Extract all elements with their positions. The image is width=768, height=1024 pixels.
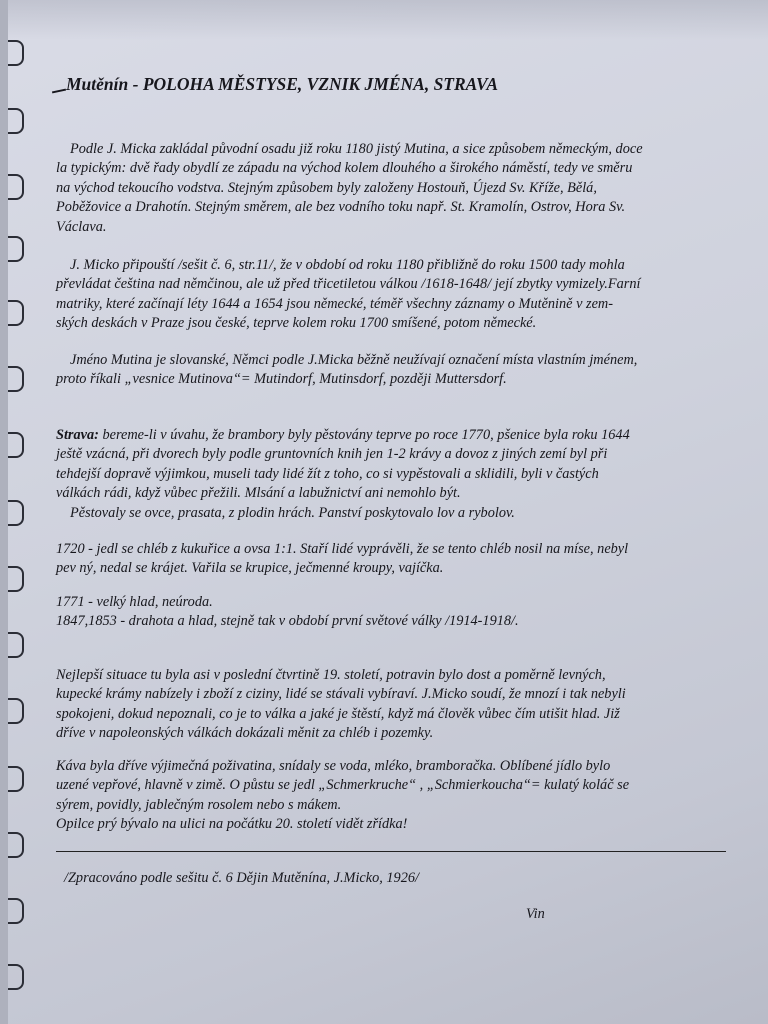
text-line: uzené vepřové, hlavně v zimě. O půstu se jedl „Schmerkruche“ , „Schmierkoucha“= kulatý koláč se — [56, 777, 630, 794]
author-signature: Vin — [526, 906, 545, 922]
paragraph-name-origin — [56, 351, 736, 390]
binding-ring — [8, 632, 24, 658]
text-line: la typickým: dvě řady obydlí ze západu na východ kolem dlouhého a širokého náměstí, tedy ve směru — [56, 160, 633, 177]
divider-line — [56, 851, 726, 852]
binding-ring — [8, 432, 24, 458]
text-line — [56, 426, 736, 445]
page-shadow — [8, 0, 768, 40]
text-line: 1720 - jedl se chléb z kukuřice a ovsa 1:1. Staří lidé vyprávěli, že se tento chléb nosil na míse, nebyl — [56, 541, 629, 557]
binding-ring — [8, 566, 24, 592]
paragraph-coffee — [56, 757, 736, 835]
paragraph-food — [56, 426, 736, 523]
document-page — [8, 0, 768, 1024]
text-line: tehdejší dopravě výjimkou, museli tady lidé žít z toho, co si vypěstovali a sklidili, byli v častých — [56, 465, 599, 482]
section-label-strava: Strava: — [56, 427, 99, 443]
text-line: převládat čeština nad němčinou, ale už před třicetiletou válkou /1618-1648/ její zbytky vymizely.Farní — [56, 276, 641, 293]
paragraph-famines — [56, 593, 736, 632]
text-line: spokojeni, dokud nepoznali, co je to válka a jaké je štěstí, když má člověk vůbec čím utišit hlad. Již — [56, 705, 620, 722]
text-line: válkách rádi, když vůbec přežili. Mlsání a labužnictví ani nemohlo být. — [56, 485, 461, 502]
text-line: Opilce prý bývalo na ulici na počátku 20. století vidět zřídka! — [56, 816, 408, 833]
text-line: Jméno Mutina je slovanské, Němci podle J.Micka běžně neužívají označení místa vlastním jménem, — [70, 352, 638, 368]
paragraph-founding — [56, 140, 736, 237]
text-line: ještě vzácná, při dvorech byly podle gruntovních knih jen 1-2 krávy a dovoz z jiných zemí byl při — [56, 446, 608, 463]
text-line: Václava. — [56, 218, 107, 235]
text-line: matriky, které začínají léty 1644 a 1654 jsou německé, téměř všechny záznamy o Mutěnině v zem- — [56, 295, 614, 312]
text-line: Poběžovice a Drahotín. Stejným směrem, ale bez vodního toku např. St. Kramolín, Ostrov, Hora Sv. — [56, 199, 626, 216]
binding-ring — [8, 40, 24, 66]
text-line: proto říkali „vesnice Mutinova“= Mutindorf, Mutinsdorf, později Muttersdorf. — [56, 371, 507, 388]
binding-ring — [8, 108, 24, 134]
binding-ring — [8, 500, 24, 526]
text-line: dříve v napoleonských válkách dokázali měnit za chléb i pozemky. — [56, 725, 434, 742]
paragraph-19th-century — [56, 666, 736, 744]
binding-ring — [8, 698, 24, 724]
text-line: ských deskách v Praze jsou české, teprve kolem roku 1700 smíšené, potom německé. — [56, 315, 537, 332]
text-line: na východ tekoucího vodstva. Stejným způsobem byly založeny Hostouň, Újezd Sv. Kříže, Bělá, — [56, 179, 597, 196]
binding-ring — [8, 964, 24, 990]
text-line: Pěstovaly se ovce, prasata, z plodin hrách. Panství poskytovalo lov a rybolov. — [70, 504, 515, 521]
text-line: kupecké krámy nabízely i zboží z ciziny, lidé se stávali vybíraví. J.Micko soudí, že mnozí i tak nebyli — [56, 686, 626, 703]
text-line: pev ný, nedal se krájet. Vařila se krupice, ječmenné kroupy, vajíčka. — [56, 560, 444, 577]
binding-ring — [8, 174, 24, 200]
binding-ring — [8, 898, 24, 924]
text-fragment: bereme-li v úvahu, že brambory byly pěstovány teprve po roce 1770, pšenice byla roku 1644 — [98, 427, 630, 443]
text-line: Podle J. Micka zakládal původní osadu již roku 1180 jistý Mutina, a sice způsobem německým, doce — [70, 141, 643, 157]
binding-ring — [8, 832, 24, 858]
title-mark — [52, 89, 66, 94]
page-title: Mutěnín - POLOHA MĚSTYSE, VZNIK JMÉNA, STRAVA — [66, 74, 499, 94]
text-line: 1847,1853 - drahota a hlad, stejně tak v období první světové války /1914-1918/. — [56, 613, 519, 630]
source-note: /Zpracováno podle sešitu č. 6 Dějin Mutěnína, J.Micko, 1926/ — [64, 870, 419, 886]
text-line: sýrem, povidly, jablečným rosolem nebo s mákem. — [56, 796, 342, 813]
binding-ring — [8, 300, 24, 326]
binding-ring — [8, 236, 24, 262]
binding-ring — [8, 766, 24, 792]
text-line: J. Micko připouští /sešit č. 6, str.11/, že v období od roku 1180 přibližně do roku 1500 tady mohla — [70, 257, 625, 273]
text-line: Nejlepší situace tu byla asi v poslední čtvrtině 19. století, potravin bylo dost a poměrně levných, — [56, 667, 606, 683]
binding-ring — [8, 366, 24, 392]
paragraph-language — [56, 256, 736, 334]
text-line: Káva byla dříve výjimečná poživatina, snídaly se voda, mléko, bramboračka. Oblíbené jídlo bylo — [56, 758, 611, 774]
paragraph-1720 — [56, 540, 736, 579]
text-line: 1771 - velký hlad, neúroda. — [56, 594, 213, 610]
